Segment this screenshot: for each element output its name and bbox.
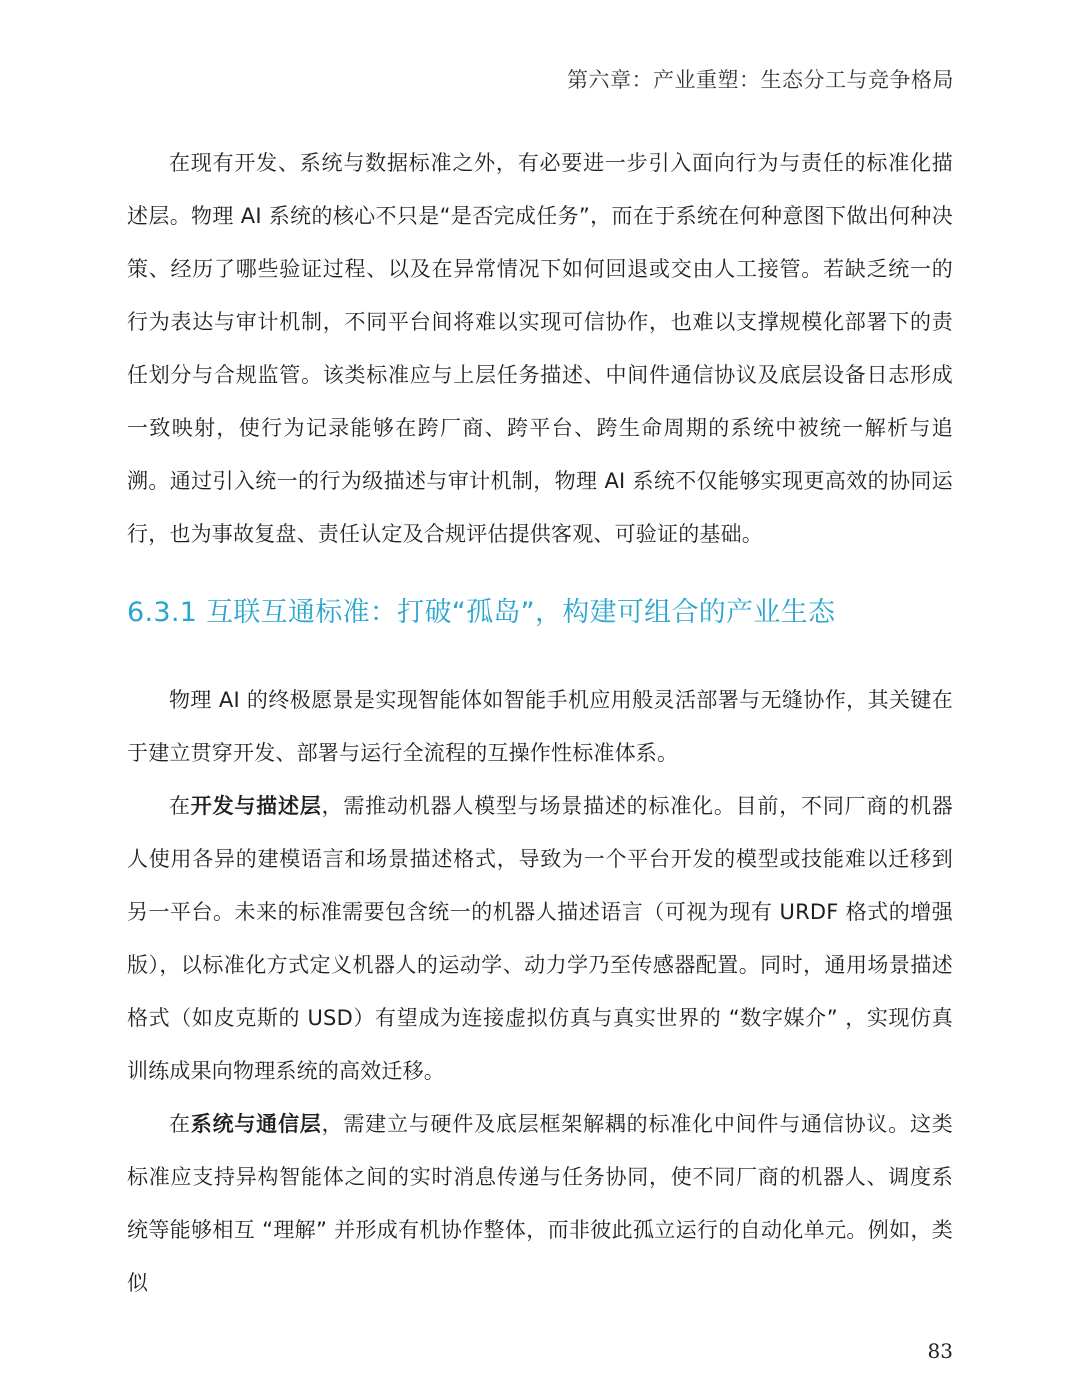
- intro-paragraph: 在现有开发、系统与数据标准之外，有必要进一步引入面向行为与责任的标准化描述层。物理 AI 系统的核心不只是“是否完成任务”，而在于系统在何种意图下做出何种决策、经历了哪些验证过程、以及在异常情况下如何回退或交由人工接管。若缺乏统一的行为表达与审计机制，不同平台间将难以实现可信协作，也难以支撑规模化部署下的责任划分与合规监管。该类标准应与上层任务描述、中间件通信协议及底层设备日志形成一致映射，使行为记录能够在跨厂商、跨平台、跨生命周期的系统中被统一解析与追溯。通过引入统一的行为级描述与审计机制，物理 AI 系统不仅能够实现更高效的协同运行，也为事故复盘、责任认定及合规评估提供客观、可验证的基础。: [127, 151, 953, 546]
- paragraph-3-lead: 在: [169, 1112, 191, 1136]
- section-paragraph-1: [127, 674, 953, 780]
- paragraph-2-text: ，需推动机器人模型与场景描述的标准化。目前，不同厂商的机器人使用各异的建模语言和场景描述格式，导致为一个平台开发的模型或技能难以迁移到另一平台。未来的标准需要包含统一的机器人描述语言（可视为现有 URDF 格式的增强版），以标准化方式定义机器人的运动学、动力学乃至传感器配置。同时，通用场景描述格式（如皮克斯的 USD）有望成为连接虚拟仿真与真实世界的 “数字媒介” ，实现仿真训练成果向物理系统的高效迁移。: [127, 794, 953, 1083]
- running-header: 第六章：产业重塑：生态分工与竞争格局: [567, 68, 954, 92]
- section-paragraph-3: [127, 1098, 953, 1310]
- section-body: [127, 674, 953, 1310]
- intro-block: [127, 137, 953, 561]
- paragraph-3-text: ，需建立与硬件及底层框架解耦的标准化中间件与通信协议。这类标准应支持异构智能体之间的实时消息传递与任务协同，使不同厂商的机器人、调度系统等能够相互 “理解” 并形成有机协作整体，而非彼此孤立运行的自动化单元。例如，类似: [127, 1112, 953, 1295]
- paragraph-1-text: 物理 AI 的终极愿景是实现智能体如智能手机应用般灵活部署与无缝协作，其关键在于建立贯穿开发、部署与运行全流程的互操作性标准体系。: [127, 688, 953, 765]
- paragraph-2-bold: 开发与描述层: [190, 794, 322, 818]
- section-paragraph-2: [127, 780, 953, 1098]
- paragraph-2-lead: 在: [169, 794, 191, 818]
- page-number: 83: [927, 1339, 953, 1363]
- section-heading: 6.3.1 互联互通标准：打破“孤岛”，构建可组合的产业生态: [127, 597, 836, 628]
- paragraph-3-bold: 系统与通信层: [190, 1112, 322, 1136]
